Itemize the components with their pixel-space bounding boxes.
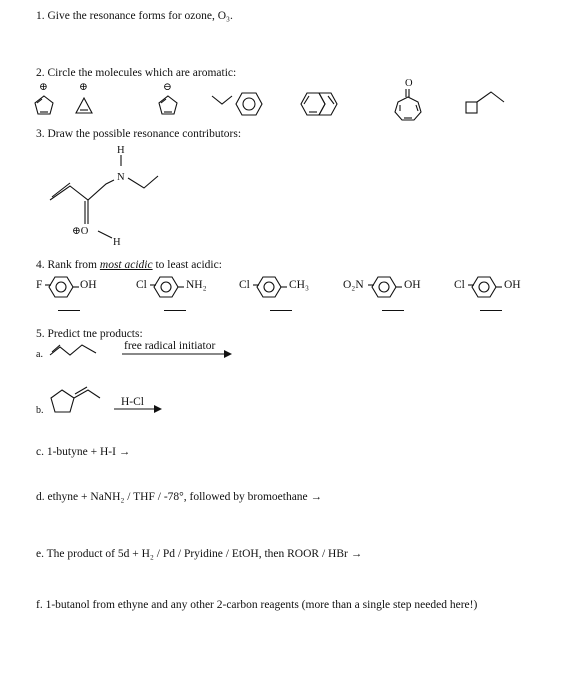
part-b-label: b.	[36, 405, 44, 416]
part-c: c. 1-butyne + H-I →	[36, 446, 131, 458]
question-2: 2. Circle the molecules which are aromatic:	[36, 67, 237, 79]
compound-1-right: OH	[80, 279, 97, 291]
charge-plus-1: ⊕	[39, 82, 48, 93]
rank-blank-5[interactable]	[480, 310, 502, 311]
q4-emphasis: most acidic	[99, 259, 153, 271]
part-b-arrow	[114, 405, 164, 415]
benzene-ring-2	[150, 277, 190, 301]
atom-n: N	[117, 172, 125, 183]
q4-suffix: to least acidic:	[152, 259, 222, 271]
cyclopentadienyl-anion[interactable]	[159, 82, 177, 114]
benzene-ring-1	[45, 277, 85, 301]
compound-4-right: OH	[404, 279, 421, 291]
compound-3-left: Cl	[239, 279, 250, 291]
q4-prefix: 4. Rank from	[36, 259, 100, 271]
resonance-structure[interactable]	[40, 142, 240, 252]
part-a-substrate[interactable]	[50, 341, 110, 361]
rank-blank-2[interactable]	[164, 310, 186, 311]
vinylbenzene[interactable]	[212, 93, 262, 115]
benzene-ring-5	[468, 277, 508, 301]
rank-blank-1[interactable]	[58, 310, 80, 311]
part-a-arrow	[122, 350, 232, 360]
compound-3-right: CH₃	[289, 279, 309, 291]
tropone[interactable]	[395, 78, 421, 120]
naphthalene[interactable]	[301, 93, 337, 115]
part-a-label: a.	[36, 349, 43, 360]
charge-plus-2: ⊕	[79, 82, 88, 93]
compound-1-left: F	[36, 279, 43, 291]
atom-h-top: H	[117, 145, 125, 156]
rank-blank-4[interactable]	[382, 310, 404, 311]
part-a-reagent: free radical initiator	[124, 340, 216, 352]
atom-oxonium: ⊕O	[72, 226, 89, 237]
charge-minus-3: ⊖	[163, 82, 172, 93]
compound-5-left: Cl	[454, 279, 465, 291]
compound-2-left: Cl	[136, 279, 147, 291]
atom-h-bottom: H	[113, 237, 121, 248]
compound-4-left: O₂N	[343, 279, 364, 291]
question-3: 3. Draw the possible resonance contributors:	[36, 128, 242, 140]
compound-2-right: NH₂	[186, 279, 207, 291]
compound-5-right: OH	[504, 279, 521, 291]
cyclopropenyl-cation[interactable]	[76, 82, 92, 113]
cyclopentadienyl-cation[interactable]	[35, 82, 53, 114]
oxygen-label: O	[405, 78, 413, 89]
part-e: e. The product of 5d + H₂ / Pd / Pryidine / EtOH, then ROOR / HBr →	[36, 548, 363, 560]
benzene-ring-4	[368, 277, 408, 301]
part-d: d. ethyne + NaNH₂ / THF / -78°, followed by bromoethane →	[36, 491, 323, 503]
rank-blank-3[interactable]	[270, 310, 292, 311]
vinylcyclobutane[interactable]	[466, 92, 504, 113]
question-1: 1. Give the resonance forms for ozone, O₃.	[36, 10, 233, 22]
question-4	[36, 259, 222, 271]
benzene-ring-3	[253, 277, 293, 301]
part-b-reagent: H-Cl	[121, 396, 144, 408]
part-f: f. 1-butanol from ethyne and any other 2-carbon reagents (more than a single step needed here!)	[36, 599, 478, 611]
question-5: 5. Predict tne products:	[36, 328, 143, 340]
